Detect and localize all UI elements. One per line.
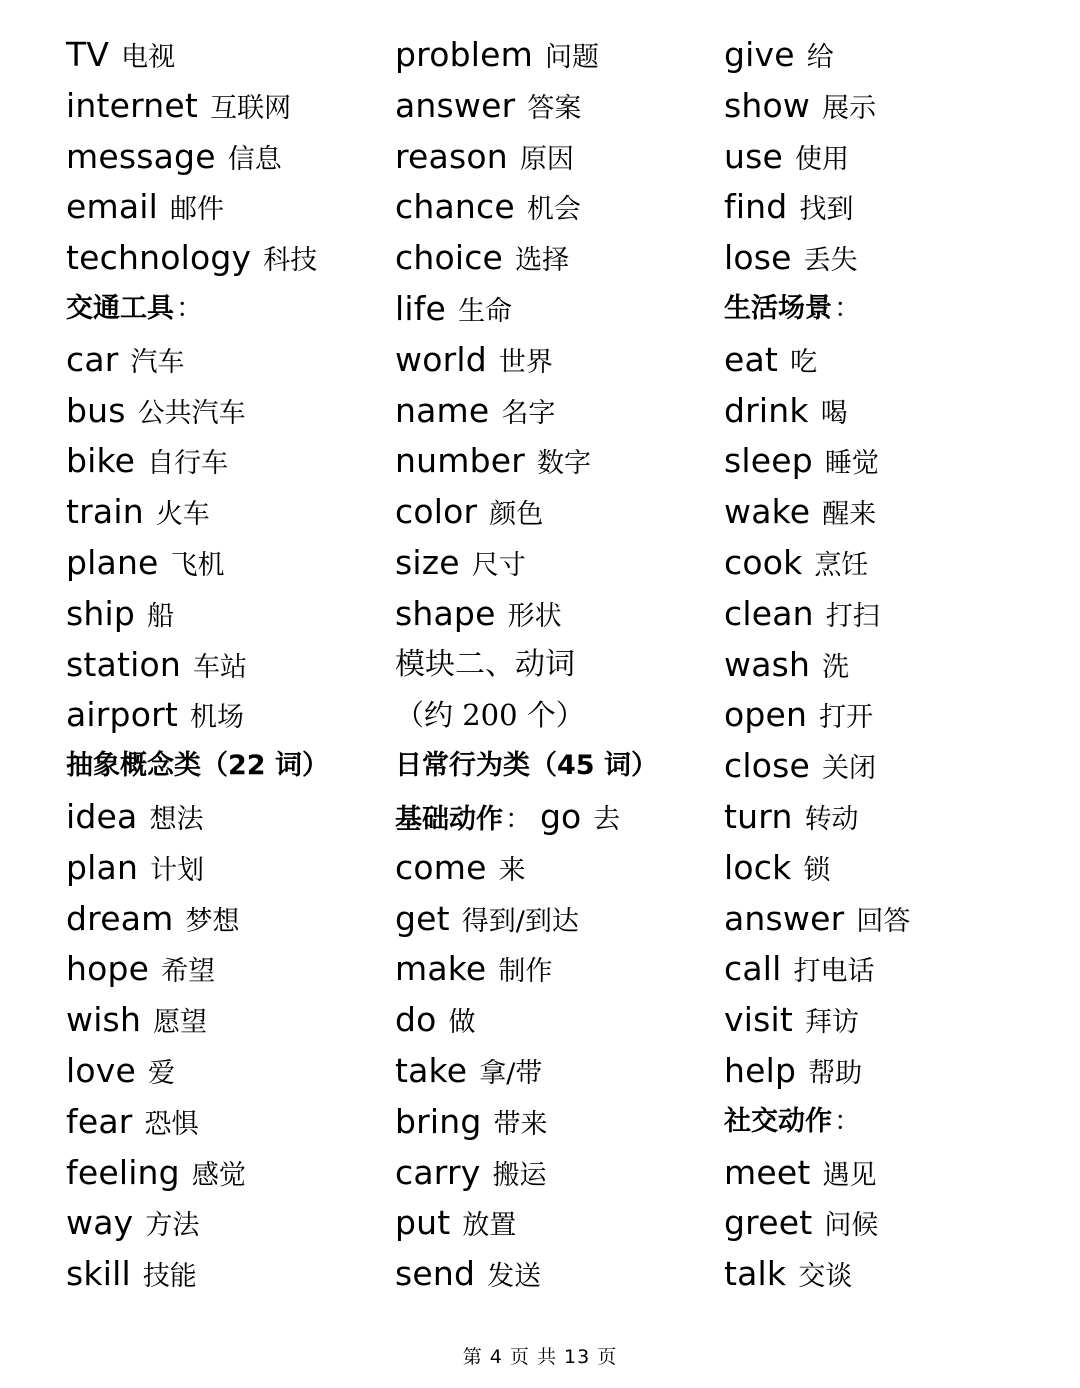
- chinese-meaning: 丢失: [803, 245, 858, 277]
- english-word: ship: [66, 593, 136, 633]
- category-heading-text: 社交动作: [724, 1105, 832, 1137]
- english-word: come: [395, 847, 487, 887]
- english-word: open: [724, 695, 808, 735]
- english-word: lose: [724, 238, 792, 278]
- vocab-entry: [724, 1046, 1054, 1097]
- english-word: love: [66, 1050, 136, 1090]
- chinese-meaning: 技能: [142, 1261, 197, 1293]
- english-word: number: [395, 441, 525, 481]
- chinese-meaning: 机场: [190, 702, 245, 734]
- chinese-meaning: 数字: [537, 448, 591, 480]
- chinese-meaning: 吃: [790, 346, 818, 378]
- vocab-entry: [724, 894, 1054, 945]
- english-word: feeling: [66, 1152, 180, 1192]
- chinese-meaning: 问候: [824, 1210, 879, 1242]
- english-word: answer: [724, 898, 845, 938]
- vocab-entry: [724, 182, 1054, 233]
- category-heading: [724, 284, 1054, 335]
- vocab-entry: [724, 487, 1054, 538]
- english-word: airport: [66, 695, 179, 735]
- english-word: make: [395, 949, 487, 989]
- vocab-entry: [66, 182, 386, 233]
- english-word: show: [724, 85, 811, 125]
- english-word: wish: [66, 1000, 142, 1040]
- chinese-meaning: 制作: [498, 956, 553, 988]
- vocab-entry: [724, 792, 1054, 843]
- english-word: help: [724, 1050, 797, 1090]
- english-word: drink: [724, 390, 809, 430]
- chinese-meaning: 尺寸: [471, 549, 526, 581]
- vocab-entry: [66, 30, 386, 81]
- vocab-entry: [395, 132, 715, 183]
- chinese-meaning: 希望: [161, 956, 216, 988]
- vocab-entry: [724, 1148, 1054, 1199]
- chinese-meaning: 得到/到达: [461, 905, 579, 937]
- english-word: go: [540, 796, 582, 836]
- vocab-entry: [724, 843, 1054, 894]
- english-word: email: [66, 187, 159, 227]
- vocab-entry: [724, 132, 1054, 183]
- chinese-meaning: 去: [593, 803, 621, 835]
- module-title: 模块二、动词: [395, 646, 575, 682]
- english-word: dream: [66, 898, 174, 938]
- chinese-meaning: 想法: [149, 803, 204, 835]
- vocab-entry: [66, 335, 386, 386]
- english-word: fear: [66, 1101, 133, 1141]
- chinese-meaning: 世界: [498, 346, 553, 378]
- vocab-entry: [395, 1249, 715, 1300]
- vocab-entry: [395, 386, 715, 437]
- chinese-meaning: 烹饪: [814, 549, 869, 581]
- vocab-entry: [66, 386, 386, 437]
- english-word: lock: [724, 847, 792, 887]
- english-word: reason: [395, 136, 508, 176]
- module-count-note: （约 200 个）: [395, 698, 585, 733]
- chinese-meaning: 喝: [820, 397, 848, 429]
- vocab-entry: [395, 436, 715, 487]
- chinese-meaning: 放置: [462, 1210, 517, 1242]
- page-footer: 第 4 页 共 13 页: [462, 1346, 618, 1368]
- chinese-meaning: 科技: [263, 245, 318, 277]
- chinese-meaning: 发送: [487, 1261, 542, 1293]
- vocab-entry: [395, 538, 715, 589]
- chinese-meaning: 问题: [544, 42, 599, 73]
- category-heading-text: 日常行为类（45 词）: [395, 750, 658, 782]
- category-heading-text: 抽象概念类（22 词）: [66, 750, 329, 782]
- vocab-entry: [724, 944, 1054, 995]
- chinese-meaning: 展示: [822, 92, 877, 124]
- chinese-meaning: 拿/带: [479, 1057, 543, 1089]
- vocab-entry: [66, 589, 386, 640]
- chinese-meaning: 给: [806, 42, 834, 73]
- vocab-entry: [724, 1198, 1054, 1249]
- chinese-meaning: 颜色: [489, 499, 544, 531]
- chinese-meaning: 找到: [799, 194, 854, 226]
- chinese-meaning: 电视: [121, 42, 176, 73]
- english-word: cook: [724, 542, 803, 582]
- vocab-entry: [66, 1046, 386, 1097]
- chinese-meaning: 船: [147, 600, 175, 632]
- english-word: hope: [66, 949, 150, 989]
- english-word: TV: [66, 35, 110, 74]
- chinese-meaning: 感觉: [191, 1159, 246, 1191]
- english-word: life: [395, 288, 447, 328]
- chinese-meaning: 锁: [803, 854, 831, 886]
- english-word: visit: [724, 1000, 793, 1040]
- vocab-entry: [66, 538, 386, 589]
- chinese-meaning: 做: [448, 1007, 476, 1039]
- vocab-entry: [66, 233, 386, 284]
- vocab-entry: [724, 589, 1054, 640]
- heading-colon: ：: [505, 803, 532, 835]
- english-word: problem: [395, 35, 533, 74]
- vocab-entry: [395, 1046, 715, 1097]
- vocab-entry: [66, 690, 386, 741]
- english-word: answer: [395, 85, 516, 125]
- english-word: color: [395, 492, 478, 532]
- chinese-meaning: 选择: [515, 245, 570, 277]
- english-word: meet: [724, 1152, 811, 1192]
- chinese-meaning: 火车: [155, 499, 210, 531]
- english-word: send: [395, 1254, 476, 1294]
- english-word: choice: [395, 238, 504, 278]
- english-word: find: [724, 187, 788, 227]
- vocab-entry: [395, 81, 715, 132]
- vocab-entry: [395, 1198, 715, 1249]
- vocab-entry: [724, 690, 1054, 741]
- chinese-meaning: 愿望: [153, 1007, 208, 1039]
- chinese-meaning: 帮助: [808, 1057, 863, 1089]
- chinese-meaning: 打开: [819, 702, 874, 734]
- vocab-entry: [724, 335, 1054, 386]
- chinese-meaning: 形状: [507, 600, 562, 632]
- english-word: message: [66, 136, 216, 176]
- vocab-entry: [724, 741, 1054, 792]
- chinese-meaning: 汽车: [130, 346, 185, 378]
- english-word: shape: [395, 593, 496, 633]
- english-word: bus: [66, 390, 126, 430]
- category-heading: [724, 1097, 1054, 1148]
- vocab-entry: [724, 1249, 1054, 1300]
- vocab-entry: [66, 132, 386, 183]
- english-word: chance: [395, 187, 515, 227]
- chinese-meaning: 互联网: [210, 92, 292, 124]
- vocab-entry: [724, 30, 1054, 81]
- category-heading: [66, 284, 386, 335]
- vocab-entry: [66, 436, 386, 487]
- vocab-entry: [66, 894, 386, 945]
- english-word: plan: [66, 847, 139, 887]
- vocab-entry: [724, 81, 1054, 132]
- vocab-entry: [395, 284, 715, 335]
- vocab-entry: [395, 30, 715, 81]
- english-word: clean: [724, 593, 814, 633]
- chinese-meaning: 转动: [804, 803, 859, 835]
- vocab-column-3: [724, 30, 1054, 1300]
- vocab-entry: [395, 335, 715, 386]
- english-word: call: [724, 949, 782, 989]
- category-heading: [395, 741, 715, 792]
- category-heading-with-entry: [395, 792, 715, 843]
- vocab-entry: [395, 843, 715, 894]
- english-word: world: [395, 339, 487, 379]
- english-word: use: [724, 136, 784, 176]
- english-word: bike: [66, 441, 136, 481]
- english-word: station: [66, 644, 181, 684]
- vocab-entry: [395, 589, 715, 640]
- english-word: get: [395, 898, 450, 938]
- chinese-meaning: 洗: [822, 651, 850, 683]
- heading-colon: ：: [176, 292, 203, 324]
- vocab-entry: [724, 995, 1054, 1046]
- chinese-meaning: 打扫: [825, 600, 880, 632]
- vocab-entry: [395, 233, 715, 284]
- chinese-meaning: 带来: [493, 1108, 548, 1140]
- chinese-meaning: 车站: [192, 651, 247, 683]
- vocab-entry: [66, 995, 386, 1046]
- english-word: wash: [724, 644, 811, 684]
- english-word: name: [395, 390, 490, 430]
- english-word: plane: [66, 542, 159, 582]
- vocab-entry: [66, 1097, 386, 1148]
- english-word: internet: [66, 85, 199, 125]
- english-word: take: [395, 1050, 468, 1090]
- chinese-meaning: 生命: [458, 295, 513, 327]
- chinese-meaning: 答案: [527, 92, 582, 124]
- english-word: size: [395, 542, 460, 582]
- category-heading: [66, 741, 386, 792]
- category-heading-text: 交通工具: [66, 292, 174, 324]
- english-word: close: [724, 746, 810, 786]
- chinese-meaning: 醒来: [822, 499, 877, 531]
- english-word: idea: [66, 796, 138, 836]
- chinese-meaning: 拜访: [805, 1007, 859, 1039]
- english-word: put: [395, 1203, 451, 1243]
- heading-colon: ：: [834, 292, 861, 324]
- chinese-meaning: 回答: [856, 905, 911, 937]
- chinese-meaning: 搬运: [492, 1159, 547, 1191]
- english-word: do: [395, 1000, 437, 1040]
- chinese-meaning: 梦想: [185, 905, 240, 937]
- chinese-meaning: 原因: [519, 143, 574, 175]
- vocab-entry: [395, 182, 715, 233]
- category-heading-text: 生活场景: [724, 292, 832, 324]
- english-word: talk: [724, 1254, 787, 1294]
- english-word: train: [66, 492, 144, 532]
- vocab-entry: [724, 538, 1054, 589]
- english-word: way: [66, 1203, 134, 1243]
- chinese-meaning: 睡觉: [824, 448, 879, 480]
- vocab-column-2: [395, 30, 715, 1300]
- vocab-entry: [66, 81, 386, 132]
- category-heading-text: 基础动作: [395, 803, 503, 835]
- vocab-entry: [66, 487, 386, 538]
- chinese-meaning: 计划: [150, 854, 205, 886]
- vocab-entry: [395, 894, 715, 945]
- english-word: greet: [724, 1203, 813, 1243]
- chinese-meaning: 爱: [148, 1057, 175, 1089]
- chinese-meaning: 邮件: [170, 194, 225, 226]
- vocab-entry: [66, 1249, 386, 1300]
- chinese-meaning: 飞机: [170, 549, 225, 581]
- vocab-entry: [724, 386, 1054, 437]
- english-word: turn: [724, 796, 793, 836]
- english-word: wake: [724, 492, 811, 532]
- english-word: eat: [724, 339, 779, 379]
- vocab-entry: [395, 1148, 715, 1199]
- vocab-entry: [395, 944, 715, 995]
- chinese-meaning: 遇见: [822, 1159, 877, 1191]
- chinese-meaning: 来: [498, 854, 526, 886]
- english-word: skill: [66, 1254, 131, 1294]
- chinese-meaning: 公共汽车: [137, 397, 246, 429]
- vocab-entry: [66, 1198, 386, 1249]
- vocab-entry: [66, 640, 386, 691]
- english-word: give: [724, 35, 795, 74]
- vocab-entry: [66, 944, 386, 995]
- chinese-meaning: 自行车: [147, 448, 229, 480]
- heading-colon: ：: [834, 1105, 861, 1137]
- vocab-entry: [395, 995, 715, 1046]
- english-word: car: [66, 339, 119, 379]
- english-word: technology: [66, 238, 252, 278]
- chinese-meaning: 关闭: [822, 753, 876, 785]
- vocab-entry: [395, 1097, 715, 1148]
- chinese-meaning: 方法: [145, 1210, 200, 1242]
- vocab-entry: [724, 436, 1054, 487]
- chinese-meaning: 使用: [795, 143, 850, 175]
- chinese-meaning: 名字: [501, 397, 556, 429]
- vocab-entry: [66, 843, 386, 894]
- vocab-entry: [395, 487, 715, 538]
- chinese-meaning: 信息: [227, 143, 282, 175]
- english-word: bring: [395, 1101, 482, 1141]
- english-word: sleep: [724, 441, 813, 481]
- vocab-entry: [724, 233, 1054, 284]
- vocab-entry: [66, 1148, 386, 1199]
- chinese-meaning: 打电话: [793, 956, 875, 988]
- chinese-meaning: 机会: [526, 194, 581, 226]
- chinese-meaning: 恐惧: [144, 1108, 199, 1140]
- vocab-entry: [66, 792, 386, 843]
- chinese-meaning: 交谈: [798, 1261, 853, 1293]
- vocab-entry: [724, 640, 1054, 691]
- english-word: carry: [395, 1152, 481, 1192]
- vocab-column-1: [66, 30, 386, 1300]
